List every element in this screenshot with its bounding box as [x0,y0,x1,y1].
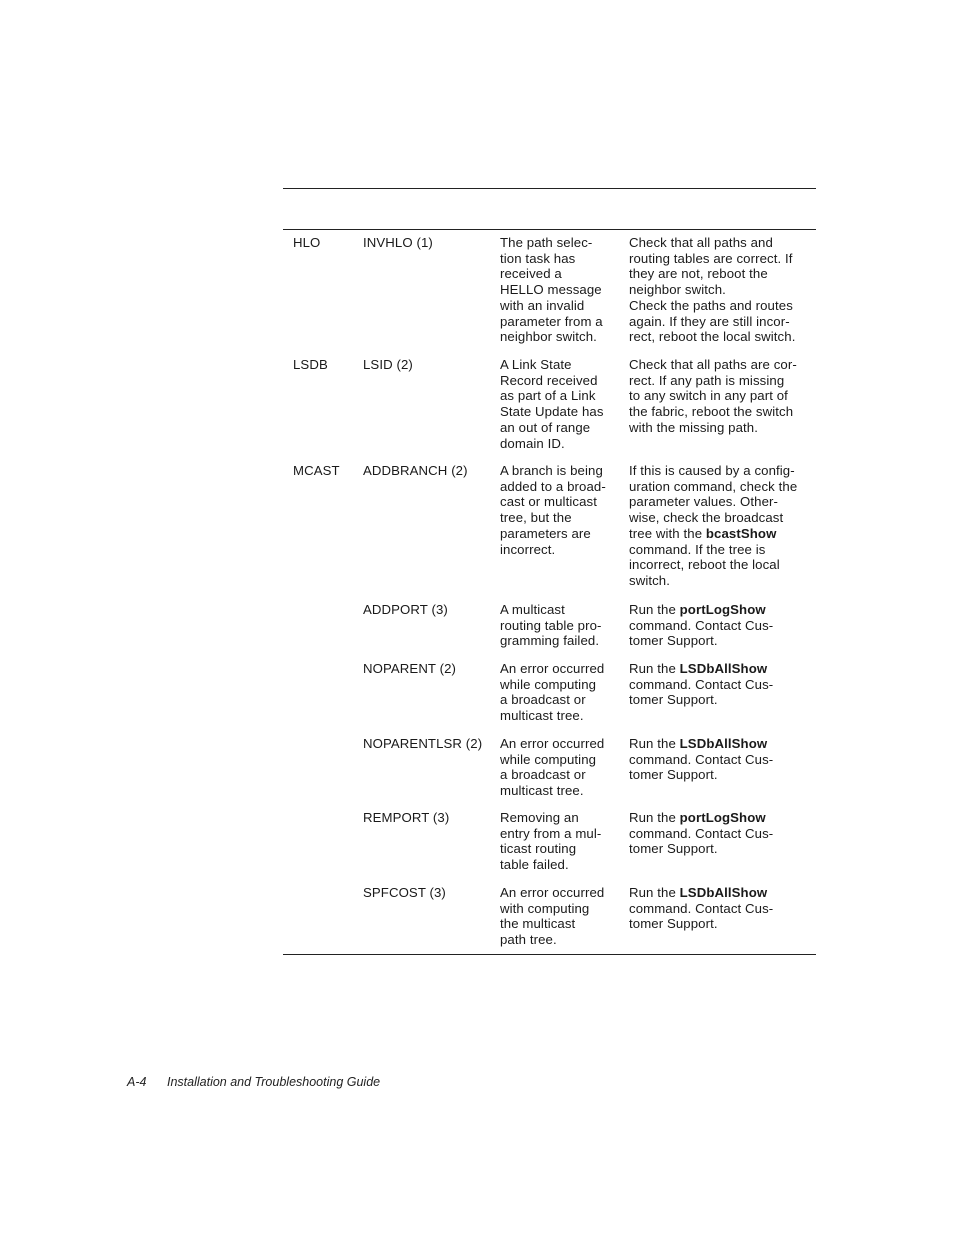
description-cell: The path selec- tion task has received a HELLO message with an invalid parameter from a neighbor switch. [500,235,603,345]
action-text: Run the [629,810,680,825]
code-cell: NOPARENT (2) [363,661,457,676]
code-cell: SPFCOST (3) [363,885,446,900]
action-command: portLogShow [679,602,766,617]
action-cell [629,736,814,783]
action-command: LSDbAllShow [679,885,768,900]
description-cell: An error occurred with computing the multicast path tree. [500,885,605,948]
action-cell [629,885,814,932]
module-cell: HLO [293,235,321,250]
code-cell: INVHLO (1) [363,235,433,250]
code-cell: LSID (2) [363,357,413,372]
action-cell [629,357,814,436]
action-text: Run the [629,602,680,617]
action-text-after: command. If the tree is incorrect, reboot the local switch. [629,541,780,588]
module-cell: LSDB [293,357,328,372]
description-cell: An error occurred while computing a broadcast or multicast tree. [500,736,605,799]
action-cell [629,810,814,857]
action-text: Run the [629,885,680,900]
description-cell: An error occurred while computing a broadcast or multicast tree. [500,661,605,724]
page-footer [127,1075,380,1089]
action-cell [629,235,814,345]
description-cell: A Link State Record received as part of a Link State Update has an out of range domain ID. [500,357,604,451]
description-cell: Removing an entry from a mul- ticast routing table failed. [500,810,602,873]
document-title: Installation and Troubleshooting Guide [167,1075,381,1089]
action-cell [629,602,814,649]
code-cell: REMPORT (3) [363,810,450,825]
module-cell: MCAST [293,463,340,478]
action-command: LSDbAllShow [679,736,768,751]
action-cell [629,661,814,708]
code-cell: ADDPORT (3) [363,602,448,617]
action-text-after: command. Contact Cus- tomer Support. [629,617,774,649]
action-text: Run the [629,661,680,676]
page-number: A-4 [127,1075,147,1089]
action-text-after: command. Contact Cus- tomer Support. [629,825,774,857]
action-text: If this is caused by a config- uration command, check the parameter values. Other- wise, check the broadcast tree with the [629,463,798,541]
table-top-rule [283,188,816,189]
action-text-after: command. Contact Cus- tomer Support. [629,900,774,932]
action-command: bcastShow [705,525,777,541]
code-cell: NOPARENTLSR (2) [363,736,483,751]
action-command: LSDbAllShow [679,661,768,676]
description-cell: A branch is being added to a broad- cast or multicast tree, but the parameters are incorrect. [500,463,606,557]
table-header-rule [283,229,816,230]
action-text: Check that all paths are cor- rect. If any path is missing to any switch in any part of the fabric, reboot the switch with the missing path. [629,357,797,435]
action-text-after: command. Contact Cus- tomer Support. [629,676,774,708]
action-text: Check that all paths and routing tables are correct. If they are not, reboot the neighbor switch. Check the paths and routes again. If they are still incor- rect, reboot the local switch. [629,235,796,345]
table-bottom-rule [283,954,816,955]
action-text: Run the [629,736,680,751]
action-cell [629,463,814,589]
action-text-after: command. Contact Cus- tomer Support. [629,751,774,783]
code-cell: ADDBRANCH (2) [363,463,468,478]
action-command: portLogShow [679,810,766,825]
description-cell: A multicast routing table pro- gramming failed. [500,602,602,649]
